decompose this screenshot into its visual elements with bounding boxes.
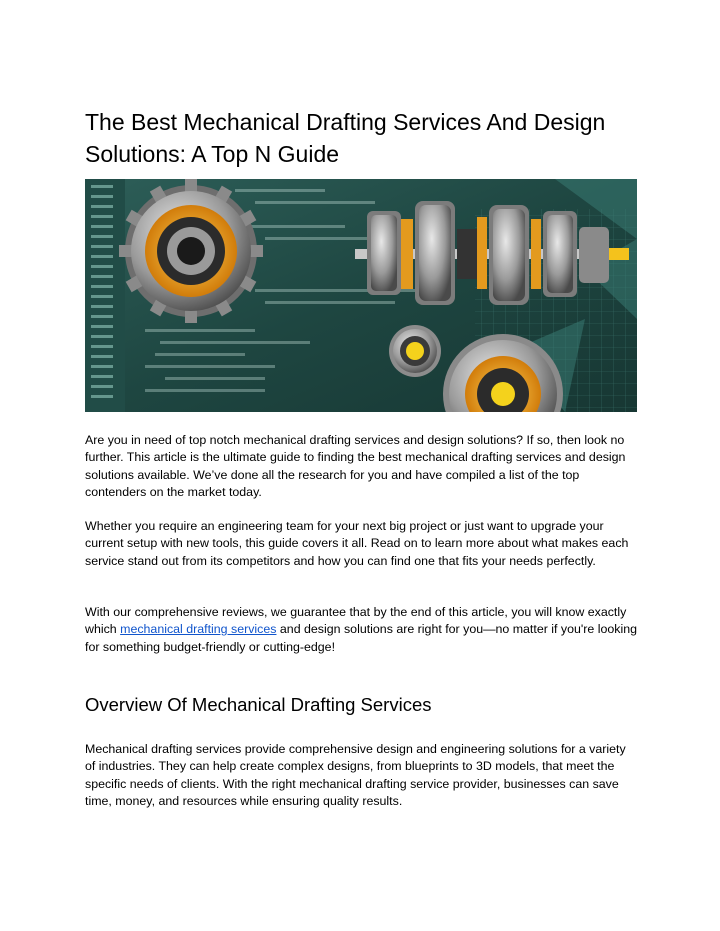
body-paragraph-3 (85, 604, 637, 656)
hero-image (85, 179, 637, 412)
body-paragraph-2: Whether you require an engineering team for your next big project or just want to upgrade your current setup with new tools, this guide covers it all. Read on to learn more about what makes each service stand out from its competitors and how you can find one that fits your needs perfectly. (85, 519, 629, 568)
paragraph-3-before-link: With our comprehensive reviews, we guarantee that by the end of this article, you will know exactly which (85, 605, 627, 637)
page-title: The Best Mechanical Drafting Services And Design Solutions: A Top N Guide (85, 109, 606, 167)
mechanical-drafting-services-link[interactable]: mechanical drafting services (120, 622, 277, 637)
paragraph-3-after-link: and design solutions are right for you—no matter if you're looking for something budget-friendly or cutting-edge! (85, 622, 637, 654)
section-heading: Overview Of Mechanical Drafting Services (85, 694, 432, 715)
overview-paragraph: Mechanical drafting services provide comprehensive design and engineering solutions for a variety of industries. They can help create complex designs, from blueprints to 3D models, that meet the specific needs of clients. With the right mechanical drafting service provider, businesses can save time, money, and resources while ensuring quality results. (85, 742, 626, 808)
intro-paragraph: Are you in need of top notch mechanical drafting services and design solutions? If so, then look no further. This article is the ultimate guide to finding the best mechanical drafting services and design solutions available. We’ve done all the research for you and have compiled a list of the top contenders on the market today. (85, 433, 626, 499)
gears-illustration-icon (85, 179, 637, 412)
